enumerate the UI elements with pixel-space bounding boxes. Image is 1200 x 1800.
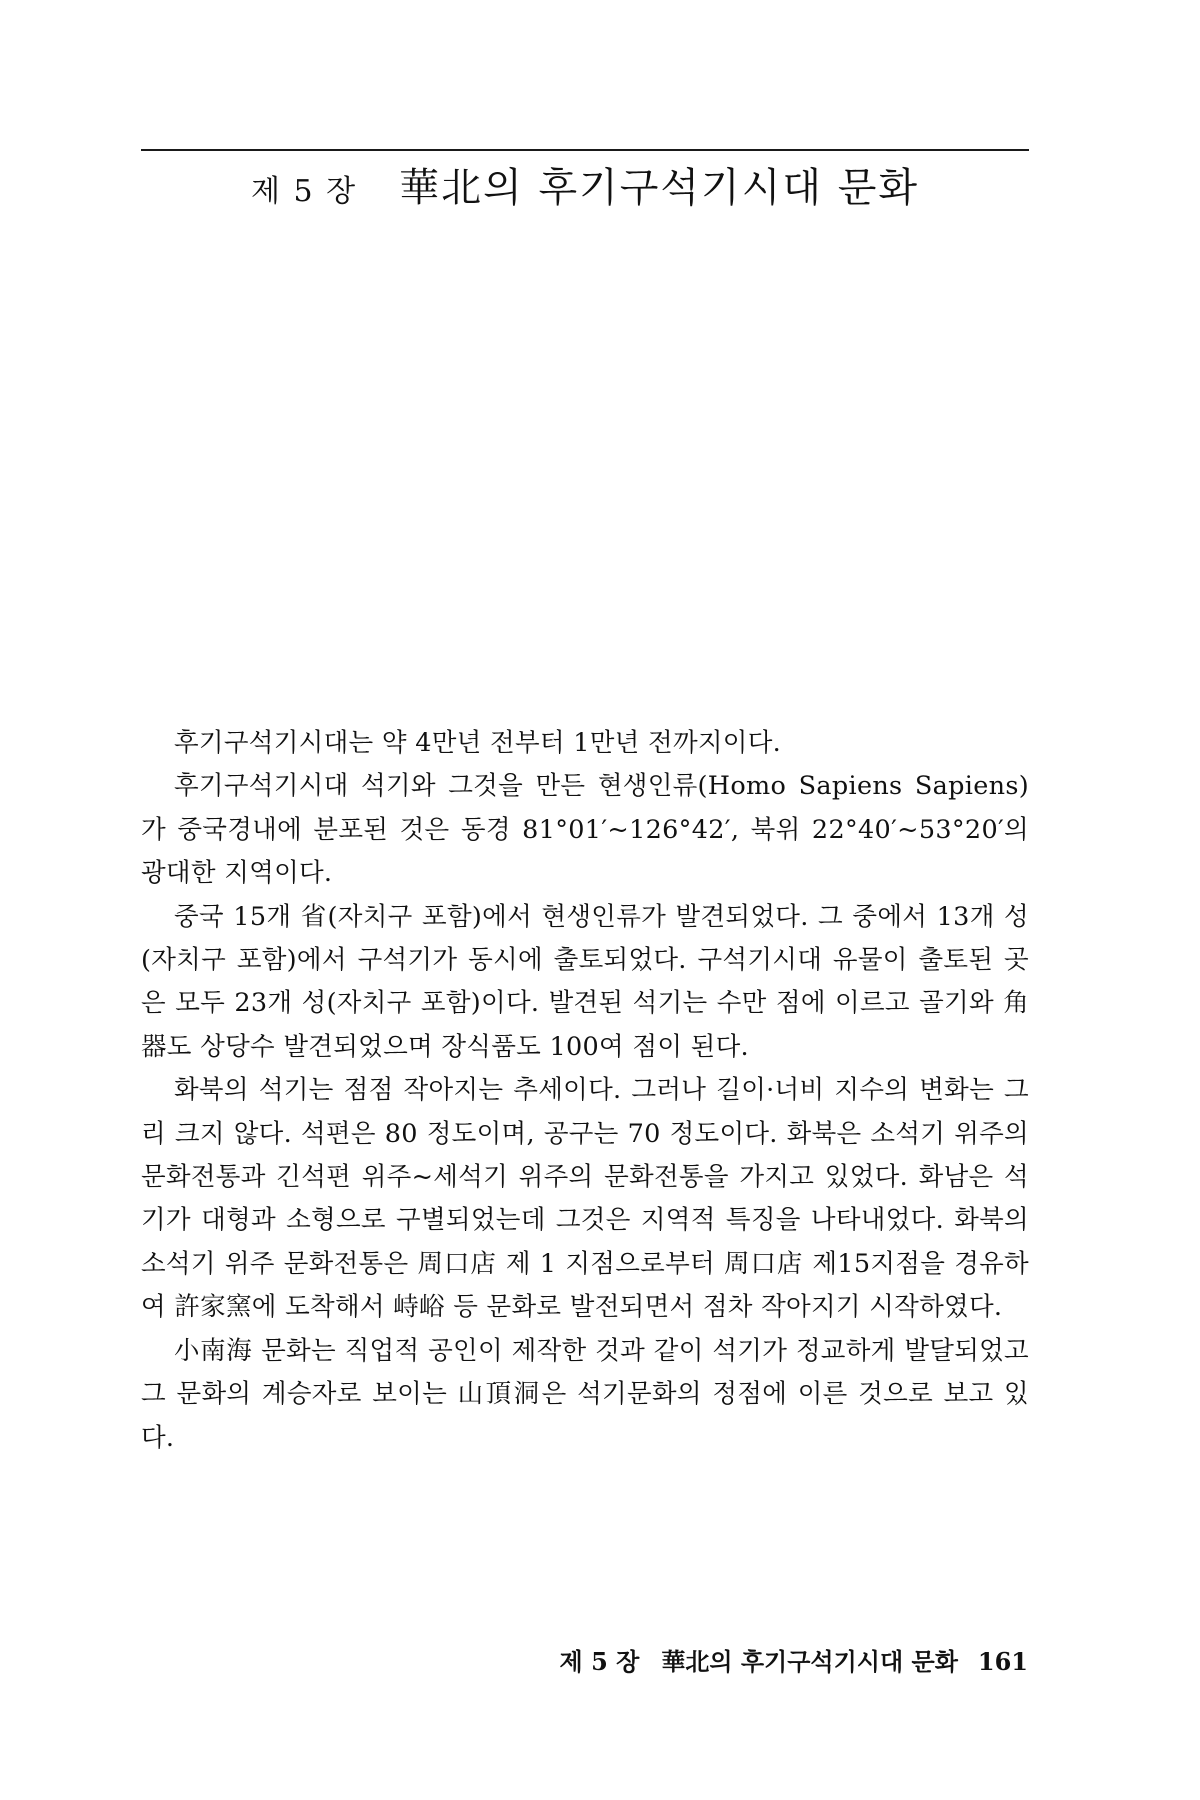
paragraph: 小南海 문화는 직업적 공인이 제작한 것과 같이 석기가 정교하게 발달되었고 그 문화의 계승자로 보이는 山頂洞은 석기문화의 정점에 이른 것으로 보고 있다. [141, 1335, 1029, 1453]
paragraph: 후기구석기시대 석기와 그것을 만든 현생인류(Homo Sapiens Sapiens)가 중국경내에 분포된 것은 동경 81°01′~126°42′, 북위 22°40′~53°20′의 광대한 지역이다. [141, 771, 1029, 889]
chapter-title: 華北의 후기구석기시대 문화 [399, 165, 919, 211]
top-rule [141, 149, 1029, 151]
paragraph: 후기구석기시대는 약 4만년 전부터 1만년 전까지이다. [174, 728, 782, 758]
chapter-label: 제 5 장 [251, 174, 358, 209]
footer-chapter-title: 華北의 후기구석기시대 문화 [661, 1647, 958, 1676]
footer-chapter-label: 제 5 장 [559, 1647, 640, 1676]
body-text [141, 722, 1029, 1460]
paragraph: 화북의 석기는 점점 작아지는 추세이다. 그러나 길이·너비 지수의 변화는 그리 크지 않다. 석편은 80 정도이며, 공구는 70 정도이다. 화북은 소석기 위주의 문화전통과 긴석편 위주~세석기 위주의 문화전통을 가지고 있었다. 화남은 석기가 대형과 소형으로 구별되었는데 그것은 지역적 특징을 나타내었다. 화북의 소석기 위주 문화전통은 周口店 제 1 지점으로부터 周口店 제15지점을 경유하여 許家窯에 도착해서 峙峪 등 문화로 발전되면서 점차 작아지기 시작하였다. [141, 1075, 1029, 1323]
chapter-heading [141, 162, 1029, 218]
running-footer [560, 1646, 1028, 1678]
page-number: 161 [977, 1647, 1028, 1676]
paragraph: 중국 15개 省(자치구 포함)에서 현생인류가 발견되었다. 그 중에서 13개 성(자치구 포함)에서 구석기가 동시에 출토되었다. 구석기시대 유물이 출토된 곳은 모두 23개 성(자치구 포함)이다. 발견된 석기는 수만 점에 이르고 골기와 角器도 상당수 발견되었으며 장식품도 100여 점이 된다. [141, 901, 1029, 1062]
